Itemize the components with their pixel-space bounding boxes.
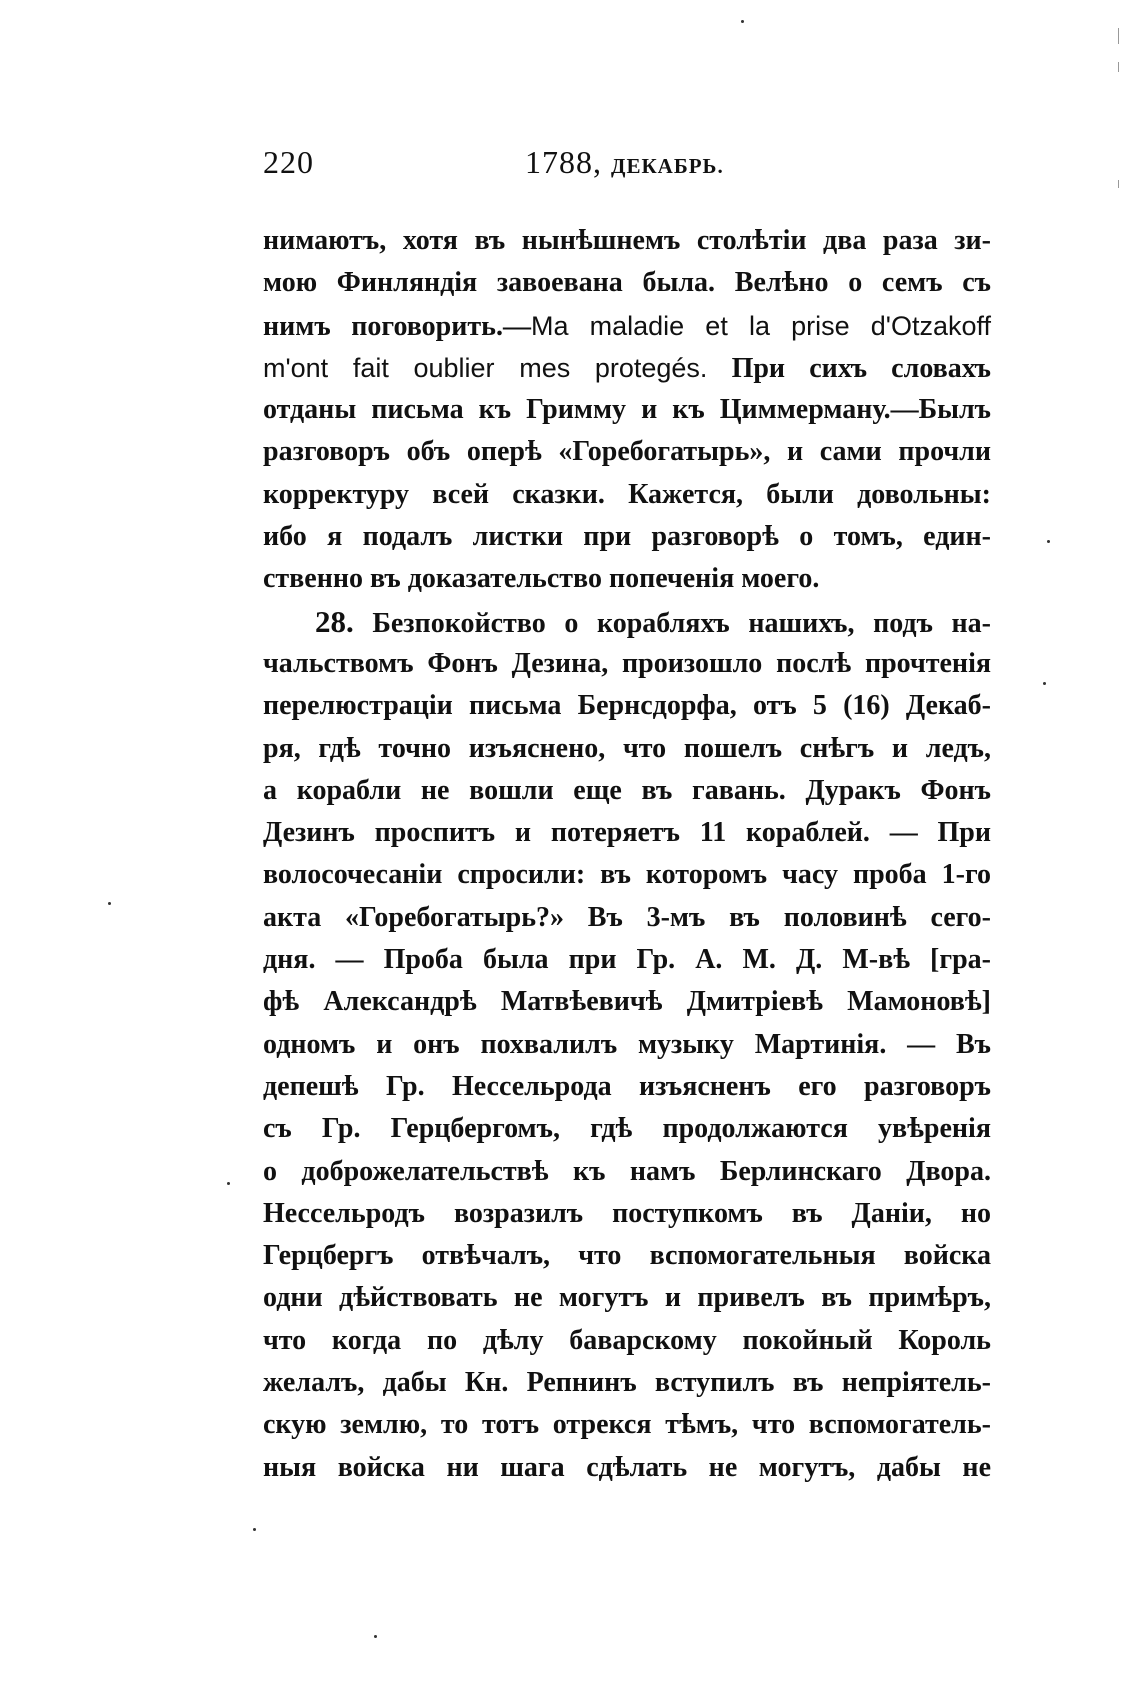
text-line: чальствомъ Фонъ Дезина, произошло послѣ прочтенія <box>263 647 991 679</box>
running-head <box>525 144 724 181</box>
text-line <box>263 601 991 643</box>
text-line: одни дѣйствовать не могутъ и привелъ въ примѣръ, <box>263 1282 991 1314</box>
entry-date-number: 28. <box>315 603 354 639</box>
text-line: Дезинъ проспитъ и потеряетъ 11 кораблей. — При <box>263 817 991 849</box>
text-line: отданы письма къ Гримму и къ Циммерману.—Былъ <box>263 394 991 426</box>
text-line: скую землю, то тотъ отрекся тѣмъ, что вспомогатель- <box>263 1409 991 1441</box>
text-line: а корабли не вошли еще въ гавань. Дуракъ Фонъ <box>263 774 991 806</box>
scan-speck <box>253 1528 256 1531</box>
scan-speck <box>741 20 744 23</box>
text-fragment: При сихъ словахъ <box>707 352 992 384</box>
text-line: съ Гр. Герцбергомъ, гдѣ продолжаются увѣренія <box>263 1113 991 1145</box>
scan-speck <box>1047 540 1050 543</box>
text-line: желалъ, дабы Кн. Репнинъ вступилъ въ непріятель- <box>263 1367 991 1399</box>
text-line: нимаютъ, хотя въ нынѣшнемъ столѣтіи два раза зи- <box>263 225 991 256</box>
latin-fragment: Ma maladie et la prise d'Otzakoff <box>530 310 991 341</box>
text-line: Герцбергъ отвѣчалъ, что вспомогательныя войска <box>263 1240 991 1272</box>
text-line: фѣ Александрѣ Матвѣевичѣ Дмитріевѣ Мамоновѣ] <box>263 986 991 1018</box>
text-line: разговоръ объ оперѣ «Горебогатырь», и сами прочли <box>263 436 991 468</box>
text-line: ственно въ доказательство попеченія моего. <box>263 563 820 595</box>
running-head-month: ДЕКАБРЬ. <box>611 154 724 178</box>
text-line: ныя войска ни шага сдѣлать не могутъ, дабы не <box>263 1451 991 1483</box>
page-header <box>263 144 1003 184</box>
text-line: акта «Горебогатырь?» Въ 3-мъ въ половинѣ сего- <box>263 901 991 933</box>
text-line: ря, гдѣ точно изъяснено, что пошелъ снѣгъ и ледъ, <box>263 732 991 764</box>
scan-speck <box>1043 682 1046 685</box>
text-fragment: нимъ поговорить.— <box>263 310 531 342</box>
running-head-year: 1788, <box>525 144 602 180</box>
text-fragment: Безпокойство о корабляхъ нашихъ, подъ на- <box>353 607 991 639</box>
body-text <box>263 220 991 1489</box>
scan-speck <box>227 1182 230 1185</box>
scan-edge-mark <box>1118 62 1119 72</box>
scan-edge-mark <box>1118 28 1119 44</box>
scan-speck <box>108 902 111 905</box>
text-line <box>263 305 991 347</box>
text-line: одномъ и онъ похвалилъ музыку Мартинія. — Въ <box>263 1028 991 1060</box>
text-line <box>263 347 991 389</box>
latin-fragment: m'ont fait oublier mes protegés. <box>263 352 708 383</box>
text-line: что когда по дѣлу баварскому покойный Король <box>263 1324 991 1356</box>
text-line: депешѣ Гр. Нессельрода изъясненъ его разговоръ <box>263 1070 991 1102</box>
scan-speck <box>374 1635 377 1638</box>
text-line: дня. — Проба была при Гр. А. М. Д. М-вѣ [гра- <box>263 944 991 976</box>
scan-edge-mark <box>1118 180 1119 188</box>
text-line: волосочесаніи спросили: въ которомъ часу проба 1-го <box>263 859 991 891</box>
text-line: ибо я подалъ листки при разговорѣ о томъ, един- <box>263 521 991 553</box>
text-line: мою Финляндія завоевана была. Велѣно о семъ съ <box>263 267 991 299</box>
text-line: Нессельродъ возразилъ поступкомъ въ Даніи, но <box>263 1197 991 1229</box>
page-number: 220 <box>263 144 314 180</box>
text-line: перелюстраціи письма Бернсдорфа, отъ 5 (16) Декаб- <box>263 690 991 722</box>
text-line: корректуру всей сказки. Кажется, были довольны: <box>263 478 991 510</box>
text-line: о доброжелательствѣ къ намъ Берлинскаго Двора. <box>263 1155 991 1187</box>
